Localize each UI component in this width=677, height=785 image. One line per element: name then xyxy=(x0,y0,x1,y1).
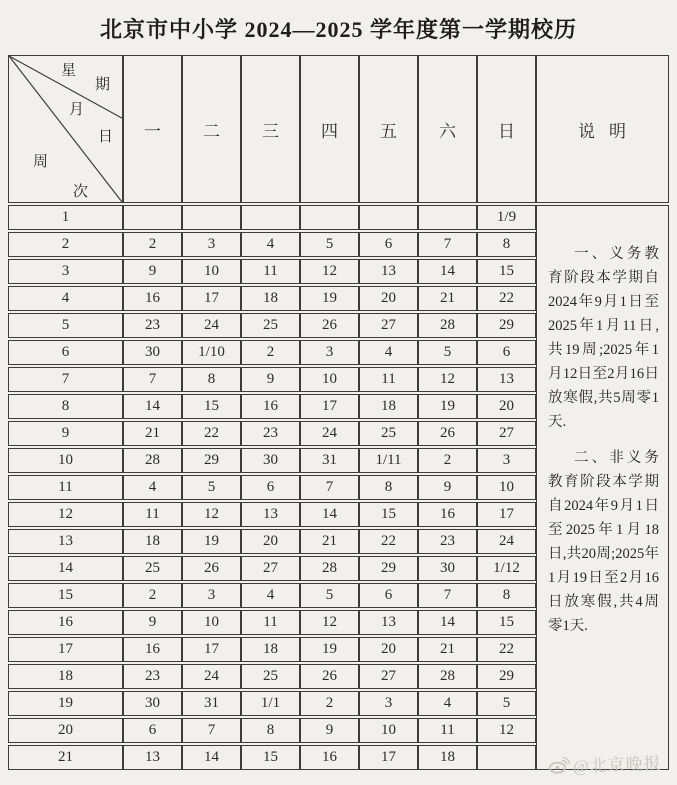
week-number-cell: 12 xyxy=(8,502,123,527)
date-cell: 19 xyxy=(300,286,359,311)
date-cell: 28 xyxy=(123,448,182,473)
date-cell: 6 xyxy=(123,718,182,743)
date-cell xyxy=(359,205,418,230)
date-cell: 19 xyxy=(182,529,241,554)
date-cell: 21 xyxy=(300,529,359,554)
notes-cell xyxy=(536,205,669,770)
date-cell: 9 xyxy=(241,367,300,392)
date-cell: 24 xyxy=(182,664,241,689)
date-cell: 1/1 xyxy=(241,691,300,716)
date-cell: 4 xyxy=(241,232,300,257)
date-cell: 27 xyxy=(477,421,536,446)
week-number-cell: 20 xyxy=(8,718,123,743)
date-cell: 9 xyxy=(418,475,477,500)
date-cell: 1/11 xyxy=(359,448,418,473)
week-row xyxy=(8,205,669,230)
corner-label-week-1: 周 xyxy=(33,154,49,170)
date-cell: 29 xyxy=(359,556,418,581)
date-cell: 22 xyxy=(477,637,536,662)
weibo-icon xyxy=(548,756,571,774)
date-cell: 24 xyxy=(300,421,359,446)
date-cell: 19 xyxy=(300,637,359,662)
date-cell: 17 xyxy=(300,394,359,419)
date-cell: 8 xyxy=(241,718,300,743)
date-cell: 2 xyxy=(241,340,300,365)
date-cell: 28 xyxy=(418,313,477,338)
date-cell: 28 xyxy=(418,664,477,689)
date-cell: 12 xyxy=(182,502,241,527)
date-cell: 17 xyxy=(182,286,241,311)
week-number-cell: 1 xyxy=(8,205,123,230)
date-cell: 30 xyxy=(418,556,477,581)
date-cell: 25 xyxy=(241,313,300,338)
date-cell: 24 xyxy=(477,529,536,554)
date-cell: 27 xyxy=(241,556,300,581)
header-monday: 一 xyxy=(123,55,182,203)
date-cell: 22 xyxy=(477,286,536,311)
date-cell: 30 xyxy=(241,448,300,473)
date-cell: 23 xyxy=(418,529,477,554)
page-title: 北京市中小学 2024—2025 学年度第一学期校历 xyxy=(99,17,577,42)
date-cell xyxy=(182,205,241,230)
date-cell: 8 xyxy=(359,475,418,500)
corner-label-weekday-2: 期 xyxy=(95,77,111,93)
date-cell: 27 xyxy=(359,313,418,338)
date-cell: 14 xyxy=(418,610,477,635)
corner-label-week-2: 次 xyxy=(73,184,89,200)
date-cell: 3 xyxy=(359,691,418,716)
date-cell: 12 xyxy=(418,367,477,392)
date-cell: 7 xyxy=(182,718,241,743)
week-number-cell: 5 xyxy=(8,313,123,338)
date-cell: 15 xyxy=(477,259,536,284)
date-cell: 14 xyxy=(300,502,359,527)
date-cell: 16 xyxy=(123,286,182,311)
date-cell: 2 xyxy=(300,691,359,716)
date-cell: 1/9 xyxy=(477,205,536,230)
date-cell: 15 xyxy=(477,610,536,635)
date-cell: 16 xyxy=(418,502,477,527)
date-cell: 13 xyxy=(123,745,182,770)
date-cell: 10 xyxy=(182,610,241,635)
date-cell: 25 xyxy=(241,664,300,689)
date-cell: 2 xyxy=(123,583,182,608)
date-cell: 13 xyxy=(241,502,300,527)
week-number-cell: 15 xyxy=(8,583,123,608)
header-notes: 说明 xyxy=(536,55,669,203)
date-cell: 31 xyxy=(300,448,359,473)
note-paragraph: 一、义务教育阶段本学期自2024年9月1日至2025年1月11日,共19周;2025年1月12日至2月16日放寒假,共5周零1天. xyxy=(548,246,659,430)
week-number-cell: 8 xyxy=(8,394,123,419)
date-cell: 6 xyxy=(359,583,418,608)
date-cell: 4 xyxy=(123,475,182,500)
week-number-cell: 21 xyxy=(8,745,123,770)
date-cell: 25 xyxy=(123,556,182,581)
date-cell: 23 xyxy=(241,421,300,446)
date-cell: 2 xyxy=(418,448,477,473)
date-cell: 18 xyxy=(418,745,477,770)
date-cell: 26 xyxy=(182,556,241,581)
week-number-cell: 19 xyxy=(8,691,123,716)
date-cell: 7 xyxy=(418,583,477,608)
date-cell: 28 xyxy=(300,556,359,581)
date-cell: 20 xyxy=(359,286,418,311)
week-number-cell: 16 xyxy=(8,610,123,635)
week-number-cell: 3 xyxy=(8,259,123,284)
date-cell: 4 xyxy=(418,691,477,716)
date-cell: 12 xyxy=(300,610,359,635)
date-cell: 26 xyxy=(300,313,359,338)
date-cell: 1/10 xyxy=(182,340,241,365)
date-cell: 4 xyxy=(359,340,418,365)
date-cell: 7 xyxy=(123,367,182,392)
date-cell: 14 xyxy=(418,259,477,284)
date-cell: 3 xyxy=(182,583,241,608)
date-cell: 13 xyxy=(477,367,536,392)
date-cell: 5 xyxy=(300,232,359,257)
date-cell: 18 xyxy=(241,286,300,311)
date-cell: 5 xyxy=(300,583,359,608)
date-cell: 19 xyxy=(418,394,477,419)
week-number-cell: 7 xyxy=(8,367,123,392)
date-cell: 7 xyxy=(300,475,359,500)
date-cell: 8 xyxy=(477,583,536,608)
date-cell xyxy=(418,205,477,230)
date-cell xyxy=(300,205,359,230)
date-cell: 16 xyxy=(241,394,300,419)
date-cell: 15 xyxy=(241,745,300,770)
date-cell: 5 xyxy=(477,691,536,716)
week-number-cell: 17 xyxy=(8,637,123,662)
date-cell: 15 xyxy=(359,502,418,527)
date-cell: 29 xyxy=(182,448,241,473)
date-cell: 23 xyxy=(123,664,182,689)
note-paragraph: 二、非义务教育阶段本学期自2024年9月1日至2025年1月18日,共20周;2025年1月19日至2月16日放寒假,共4周零1天. xyxy=(548,450,659,634)
date-cell: 10 xyxy=(300,367,359,392)
date-cell: 29 xyxy=(477,313,536,338)
date-cell: 18 xyxy=(241,637,300,662)
date-cell xyxy=(477,745,536,770)
header-wednesday: 三 xyxy=(241,55,300,203)
week-number-cell: 11 xyxy=(8,475,123,500)
date-cell: 20 xyxy=(359,637,418,662)
date-cell xyxy=(123,205,182,230)
date-cell: 14 xyxy=(182,745,241,770)
corner-header-cell xyxy=(8,55,123,203)
date-cell: 22 xyxy=(359,529,418,554)
date-cell: 20 xyxy=(477,394,536,419)
date-cell: 18 xyxy=(123,529,182,554)
date-cell: 10 xyxy=(477,475,536,500)
week-number-cell: 4 xyxy=(8,286,123,311)
week-number-cell: 13 xyxy=(8,529,123,554)
date-cell: 23 xyxy=(123,313,182,338)
header-saturday: 六 xyxy=(418,55,477,203)
corner-label-month: 月 xyxy=(69,102,85,118)
date-cell: 9 xyxy=(123,259,182,284)
header-sunday: 日 xyxy=(477,55,536,203)
date-cell: 4 xyxy=(241,583,300,608)
date-cell: 14 xyxy=(123,394,182,419)
date-cell: 8 xyxy=(477,232,536,257)
date-cell: 30 xyxy=(123,691,182,716)
date-cell: 21 xyxy=(418,286,477,311)
date-cell: 12 xyxy=(300,259,359,284)
date-cell: 22 xyxy=(182,421,241,446)
date-cell: 5 xyxy=(182,475,241,500)
date-cell: 11 xyxy=(241,259,300,284)
date-cell: 26 xyxy=(418,421,477,446)
date-cell: 6 xyxy=(477,340,536,365)
date-cell: 2 xyxy=(123,232,182,257)
date-cell: 17 xyxy=(477,502,536,527)
date-cell: 10 xyxy=(359,718,418,743)
date-cell: 11 xyxy=(418,718,477,743)
date-cell: 7 xyxy=(418,232,477,257)
week-number-cell: 9 xyxy=(8,421,123,446)
date-cell: 21 xyxy=(123,421,182,446)
date-cell: 5 xyxy=(418,340,477,365)
header-friday: 五 xyxy=(359,55,418,203)
watermark xyxy=(548,749,662,778)
calendar-table xyxy=(8,53,669,772)
week-number-cell: 6 xyxy=(8,340,123,365)
week-number-cell: 18 xyxy=(8,664,123,689)
date-cell: 16 xyxy=(123,637,182,662)
date-cell: 11 xyxy=(123,502,182,527)
date-cell: 26 xyxy=(300,664,359,689)
date-cell: 18 xyxy=(359,394,418,419)
date-cell: 29 xyxy=(477,664,536,689)
date-cell xyxy=(241,205,300,230)
date-cell: 11 xyxy=(359,367,418,392)
date-cell: 17 xyxy=(182,637,241,662)
date-cell: 24 xyxy=(182,313,241,338)
date-cell: 10 xyxy=(182,259,241,284)
date-cell: 8 xyxy=(182,367,241,392)
header-tuesday: 二 xyxy=(182,55,241,203)
date-cell: 3 xyxy=(477,448,536,473)
date-cell: 21 xyxy=(418,637,477,662)
week-number-cell: 14 xyxy=(8,556,123,581)
date-cell: 31 xyxy=(182,691,241,716)
date-cell: 6 xyxy=(359,232,418,257)
date-cell: 15 xyxy=(182,394,241,419)
date-cell: 6 xyxy=(241,475,300,500)
date-cell: 13 xyxy=(359,610,418,635)
date-cell: 9 xyxy=(300,718,359,743)
date-cell: 25 xyxy=(359,421,418,446)
date-cell: 1/12 xyxy=(477,556,536,581)
corner-label-day: 日 xyxy=(98,129,114,145)
date-cell: 17 xyxy=(359,745,418,770)
date-cell: 20 xyxy=(241,529,300,554)
week-number-cell: 2 xyxy=(8,232,123,257)
corner-label-weekday-1: 星 xyxy=(61,63,77,79)
week-number-cell: 10 xyxy=(8,448,123,473)
date-cell: 27 xyxy=(359,664,418,689)
date-cell: 12 xyxy=(477,718,536,743)
watermark-text: @北京晚报 xyxy=(572,754,663,777)
date-cell: 13 xyxy=(359,259,418,284)
date-cell: 16 xyxy=(300,745,359,770)
header-row xyxy=(8,55,669,203)
date-cell: 3 xyxy=(182,232,241,257)
date-cell: 3 xyxy=(300,340,359,365)
date-cell: 9 xyxy=(123,610,182,635)
date-cell: 11 xyxy=(241,610,300,635)
date-cell: 30 xyxy=(123,340,182,365)
header-thursday: 四 xyxy=(300,55,359,203)
